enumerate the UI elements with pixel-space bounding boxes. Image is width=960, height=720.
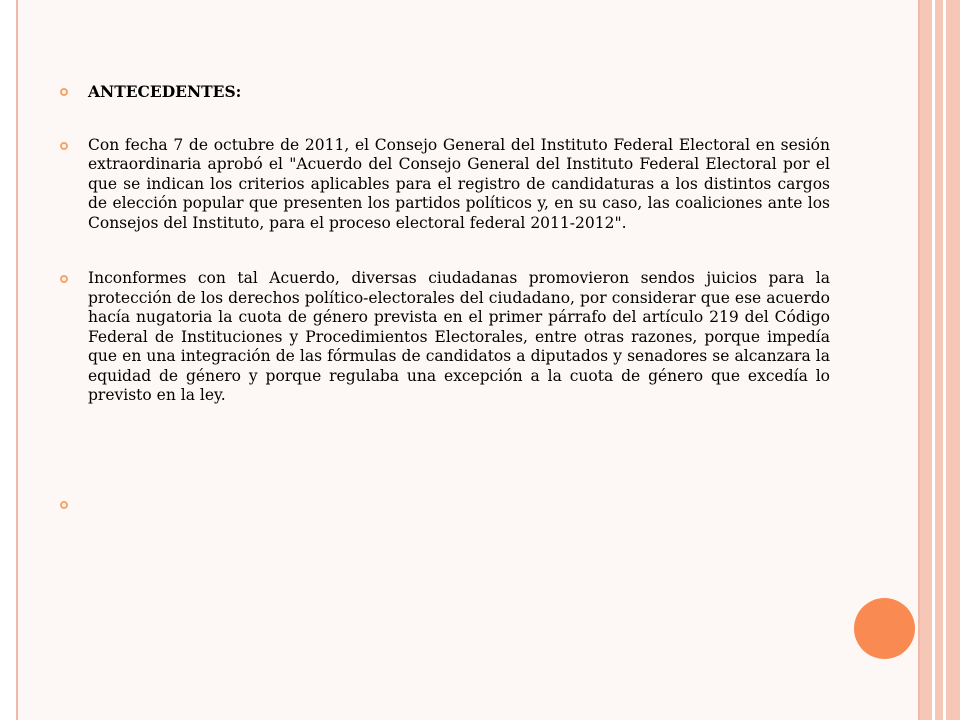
heading-text: ANTECEDENTES: [88,82,242,101]
decorative-stripe [920,0,932,720]
bullet-paragraph-1 [60,136,830,234]
decorative-orange-circle [854,598,915,659]
bullet-empty [60,495,830,515]
bullet-heading [60,82,830,102]
bullet-paragraph-2 [60,269,830,406]
bullet-circle-icon [60,501,68,509]
bullet-circle-icon [60,275,68,283]
bullet-circle-icon [60,88,68,96]
bullet-list [60,82,830,515]
decorative-stripe [946,0,960,720]
paragraph-text: Con fecha 7 de octubre de 2011, el Consejo General del Instituto Federal Electoral en sesión extraordinaria aprobó el "Acuerdo del Consejo General del Instituto Federal Electoral por el que se indican los criterios aplicables para el registro de candidaturas a los distintos cargos de elección popular que presenten los partidos políticos y, en su caso, las coaliciones ante los Consejos del Instituto, para el proceso electoral federal 2011-2012". [88,135,830,232]
decorative-stripe [935,0,943,720]
bullet-circle-icon [60,142,68,150]
paragraph-text: Inconformes con tal Acuerdo, diversas ciudadanas promovieron sendos juicios para la protección de los derechos político-electorales del ciudadano, por considerar que ese acuerdo hacía nugatoria la cuota de género prevista en el primer párrafo del artículo 219 del Código Federal de Instituciones y Procedimientos Electorales, entre otras razones, porque impedía que en una integración de las fórmulas de candidatos a diputados y senadores se alcanzara la equidad de género y porque regulaba una excepción a la cuota de género que excedía lo previsto en la ley. [88,269,830,404]
